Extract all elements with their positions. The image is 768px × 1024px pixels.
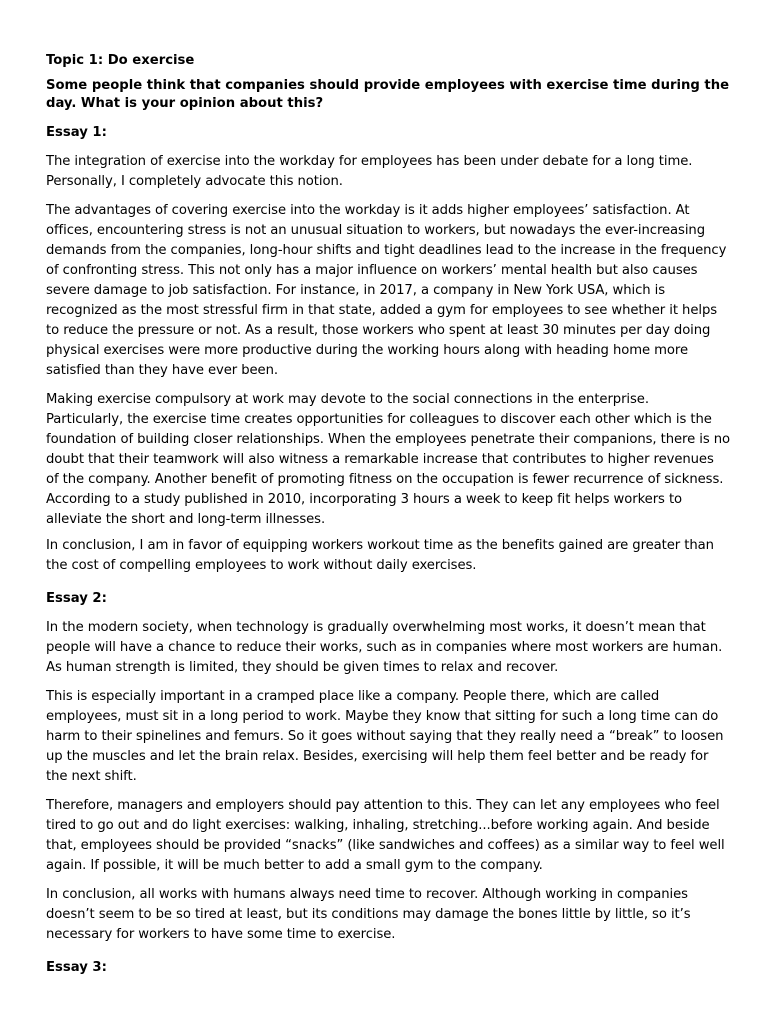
topic-title: Topic 1: Do exercise [46,53,195,68]
essay-1-paragraph-2: The advantages of covering exercise into the workday is it adds higher employees’ satisfaction. At offices, encountering stress is not an unusual situation to workers, but nowadays the ever-increasing demands from the companies, long-hour shifts and tight deadlines lead to the increase in the frequency of confronting stress. This not only has a major influence on workers’ mental health but also causes severe damage to job satisfaction. For instance, in 2017, a company in New York USA, which is recognized as the most stressful firm in that state, added a gym for employees to see whether it helps to reduce the pressure or not. As a result, those workers who spent at least 30 minutes per day doing physical exercises were more productive during the working hours along with heading home more satisfied than they have ever been. [46,203,727,378]
essay-2-paragraph-4: In conclusion, all works with humans always need time to recover. Although working in companies doesn’t seem to be so tired at least, but its conditions may damage the bones little by little, so it’s necessary for workers to have some time to exercise. [46,887,691,942]
essay-1-heading: Essay 1: [46,125,107,140]
essay-2-heading: Essay 2: [46,591,107,606]
essay-2-paragraph-3: Therefore, managers and employers should pay attention to this. They can let any employees who feel tired to go out and do light exercises: walking, inhaling, stretching...before working again. And beside that, employees should be provided “snacks” (like sandwiches and coffees) as a similar way to feel well again. If possible, it will be much better to add a small gym to the company. [46,798,725,873]
essay-1-paragraph-3: Making exercise compulsory at work may devote to the social connections in the enterprise. Particularly, the exercise time creates opportunities for colleagues to discover each other which is the foundation of building closer relationships. When the employees penetrate their companions, there is no doubt that their teamwork will also witness a remarkable increase that contributes to higher revenues of the company. Another benefit of promoting fitness on the occupation is fewer recurrence of sickness. According to a study published in 2010, incorporating 3 hours a week to keep fit helps workers to alleviate the short and long-term illnesses. [46,392,730,527]
essay-2-paragraph-1: In the modern society, when technology is gradually overwhelming most works, it doesn’t mean that people will have a chance to reduce their works, such as in companies where most workers are human. As human strength is limited, they should be given times to relax and recover. [46,620,723,675]
essay-question: Some people think that companies should provide employees with exercise time during the day. What is your opinion about this? [46,78,730,111]
essay-1-paragraph-4: In conclusion, I am in favor of equipping workers workout time as the benefits gained are greater than the cost of compelling employees to work without daily exercises. [46,538,714,573]
essay-1-paragraph-1: The integration of exercise into the workday for employees has been under debate for a long time. Personally, I completely advocate this notion. [46,154,693,189]
essay-3-heading: Essay 3: [46,960,107,975]
essay-2-paragraph-2: This is especially important in a cramped place like a company. People there, which are called employees, must sit in a long period to work. Maybe they know that sitting for such a long time can do harm to their spinelines and femurs. So it goes without saying that they really need a “break” to loosen up the muscles and let the brain relax. Besides, exercising will help them feel better and be ready for the next shift. [46,689,724,784]
